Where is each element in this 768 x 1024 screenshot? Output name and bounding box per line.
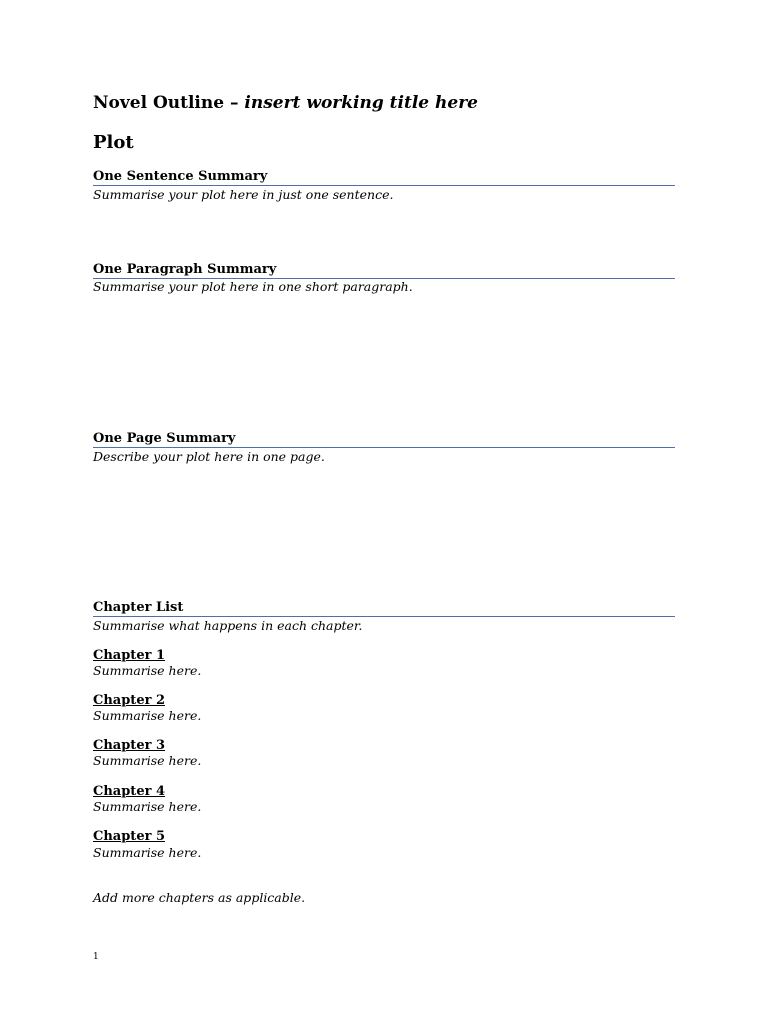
chapter-summary: Summarise here.: [93, 799, 202, 814]
plot-heading: Plot: [93, 132, 134, 153]
chapter-heading: Chapter 5: [93, 829, 166, 844]
one-page-summary-heading: One Page Summary: [93, 431, 675, 448]
page-number: 1: [93, 952, 99, 962]
chapter-heading: Chapter 1: [93, 648, 166, 663]
one-page-summary-text: Describe your plot here in one page.: [93, 449, 325, 464]
one-paragraph-summary-text: Summarise your plot here in one short paragraph.: [93, 279, 413, 294]
chapter-heading: Chapter 2: [93, 693, 166, 708]
chapter-summary: Summarise here.: [93, 708, 202, 723]
chapter-heading: Chapter 4: [93, 784, 166, 799]
chapter-summary: Summarise here.: [93, 663, 202, 678]
one-sentence-summary-text: Summarise your plot here in just one sentence.: [93, 187, 394, 202]
chapter-heading: Chapter 3: [93, 738, 166, 753]
closing-note: Add more chapters as applicable.: [93, 890, 306, 905]
chapter-list-text: Summarise what happens in each chapter.: [93, 618, 363, 633]
document-title: [93, 93, 478, 113]
document-title-prefix: Novel Outline –: [93, 93, 245, 113]
chapter-list-heading: Chapter List: [93, 600, 675, 617]
one-sentence-summary-heading: One Sentence Summary: [93, 169, 675, 186]
chapter-summary: Summarise here.: [93, 845, 202, 860]
one-paragraph-summary-heading: One Paragraph Summary: [93, 262, 675, 279]
working-title-placeholder: insert working title here: [244, 93, 478, 113]
chapter-summary: Summarise here.: [93, 753, 202, 768]
